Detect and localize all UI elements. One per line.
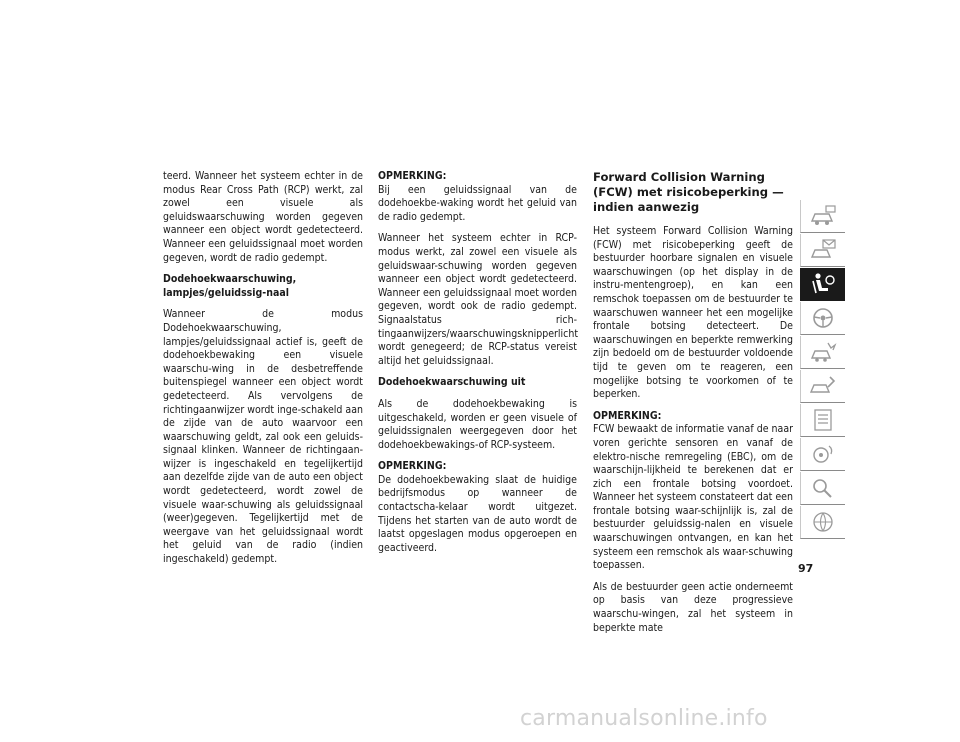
tab-safety[interactable] — [800, 268, 845, 301]
car-dashboard-icon — [808, 203, 838, 229]
note-text: De dodehoekbewaking slaat de huidige bedrijfsmodus op wanneer de contactscha-kelaar wordt uitgezet. Tijdens het starten van de auto wordt de laatst opgeslagen modus opgeroepen en geactiveerd. — [378, 473, 577, 554]
car-crash-icon — [808, 339, 838, 365]
tab-multimedia[interactable] — [800, 438, 845, 471]
chapter-tabs — [800, 200, 845, 540]
note-label: OPMERKING: — [593, 409, 662, 422]
paragraph: Het systeem Forward Collision Warning (FCW) met risicobeperking geeft de bestuurder hoorbare signalen en visuele waarschuwingen (op het display in de instru-mentengroep), en kan een remschok toepassen om de bestuurder te waarschuwen wanneer het een mogelijke frontale botsing detecteert. De waarschuwingen en beperkte remwerking zijn bedoeld om de bestuurder voldoende tijd te geven om te reageren, een mogelijke botsing te voorkomen of te beperken. — [593, 225, 793, 401]
airbag-seat-icon — [808, 271, 838, 297]
note-text: FCW bewaakt de informatie vanaf de naar voren gerichte sensoren en vanaf de elektro-nische remregeling (EBC), om de waarschijn-lijkheid te berekenen dat er zich een frontale botsing voordoet. Wanneer het systeem constateert dat een frontale botsing waar-schijnlijk is, zal de bestuurder geluidssig-nalen en visuele waarschuwingen ontvangen, en kan het systeem een remschok als waar-schuwing toepassen. — [593, 423, 793, 572]
paragraph: Wanneer de modus Dodehoekwaarschuwing, lampjes/geluidssignaal actief is, geeft de dodehoekbewaking een visuele waarschu-wing in de desbetreffende buitenspiegel wanneer een object wordt gedetecteerd. Als vervolgens de richtingaanwijzer wordt inge-schakeld aan de zijde van de auto waarvoor een waarschuwing geldt, zal ook een geluids-signaal klinken. Wanneer de richtingaan-wijzer is ingeschakeld en tegelijkertijd aan dezelfde zijde van de auto een object wordt gedetecteerd, wordt zowel de visuele waar-schuwing als geluidssignaal (weer)gegeven. Tegelijkertijd met de weergave van het geluidssignaal wordt het geluid van de radio (indien ingeschakeld) gedempt. — [163, 308, 363, 566]
note — [378, 170, 577, 224]
car-service-icon — [808, 373, 838, 399]
section-heading: Dodehoekwaarschuwing uit — [378, 376, 526, 389]
paragraph: Wanneer het systeem echter in RCP-modus werkt, zal zowel een visuele als geluidswaar-schuwing worden gegeven wanneer een object wordt gedetecteerd. Wanneer een geluidssignaal moet worden gegeven, wordt ook de radio gedempt. Signaalstatus rich-tingaanwijzers/waarschuwingsknipperlicht wordt genegeerd; de RCP-status vereist altijd het geluidssignaal. — [378, 232, 579, 367]
watermark: carmanualsonline.info — [520, 706, 768, 731]
checklist-icon — [808, 407, 838, 433]
section-heading: Dodehoekwaarschuwing, lampjes/geluidssig-naal — [163, 273, 297, 299]
paragraph: teerd. Wanneer het systeem echter in de modus Rear Cross Path (RCP) werkt, zal zowel een visuele als geluidswaarschuwing worden gegeven wanneer een object wordt gedetecteerd. Wanneer een geluidssignaal moet worden gegeven, wordt de radio gedempt. — [163, 170, 363, 264]
tab-car-info[interactable] — [800, 234, 845, 267]
magnifier-icon — [808, 475, 838, 501]
note-label: OPMERKING: — [378, 460, 447, 473]
tab-specifications[interactable] — [800, 404, 845, 437]
tab-languages[interactable] — [800, 506, 845, 539]
audio-settings-icon — [808, 441, 838, 467]
note — [378, 460, 577, 555]
tab-service[interactable] — [800, 370, 845, 403]
note-label: OPMERKING: — [378, 170, 447, 182]
car-envelope-icon — [808, 237, 838, 263]
section-title: Forward Collision Warning (FCW) met risicobeperking — indien aanwezig — [593, 170, 784, 214]
note-text: Bij een geluidssignaal van de dodehoekbe-waking wordt het geluid van de radio gedempt. — [378, 183, 577, 223]
note — [593, 410, 793, 573]
tab-driving[interactable] — [800, 302, 845, 335]
tab-dashboard[interactable] — [800, 200, 845, 233]
tab-emergency[interactable] — [800, 336, 845, 369]
steering-wheel-icon — [808, 305, 838, 331]
paragraph: Als de bestuurder geen actie onderneemt op basis van deze progressieve waarschu-wingen, zal het systeem in beperkte mate — [593, 580, 793, 634]
text-column-3 — [593, 170, 793, 635]
page-number: 97 — [798, 562, 814, 575]
paragraph: Als de dodehoekbewaking is uitgeschakeld, worden er geen visuele of geluidssignalen weergegeven door het dodehoekbewakings-of RCP-systeem. — [378, 397, 577, 451]
text-column-2 — [378, 170, 577, 555]
languages-icon — [808, 509, 838, 535]
text-column-1 — [163, 170, 363, 567]
tab-index[interactable] — [800, 472, 845, 505]
